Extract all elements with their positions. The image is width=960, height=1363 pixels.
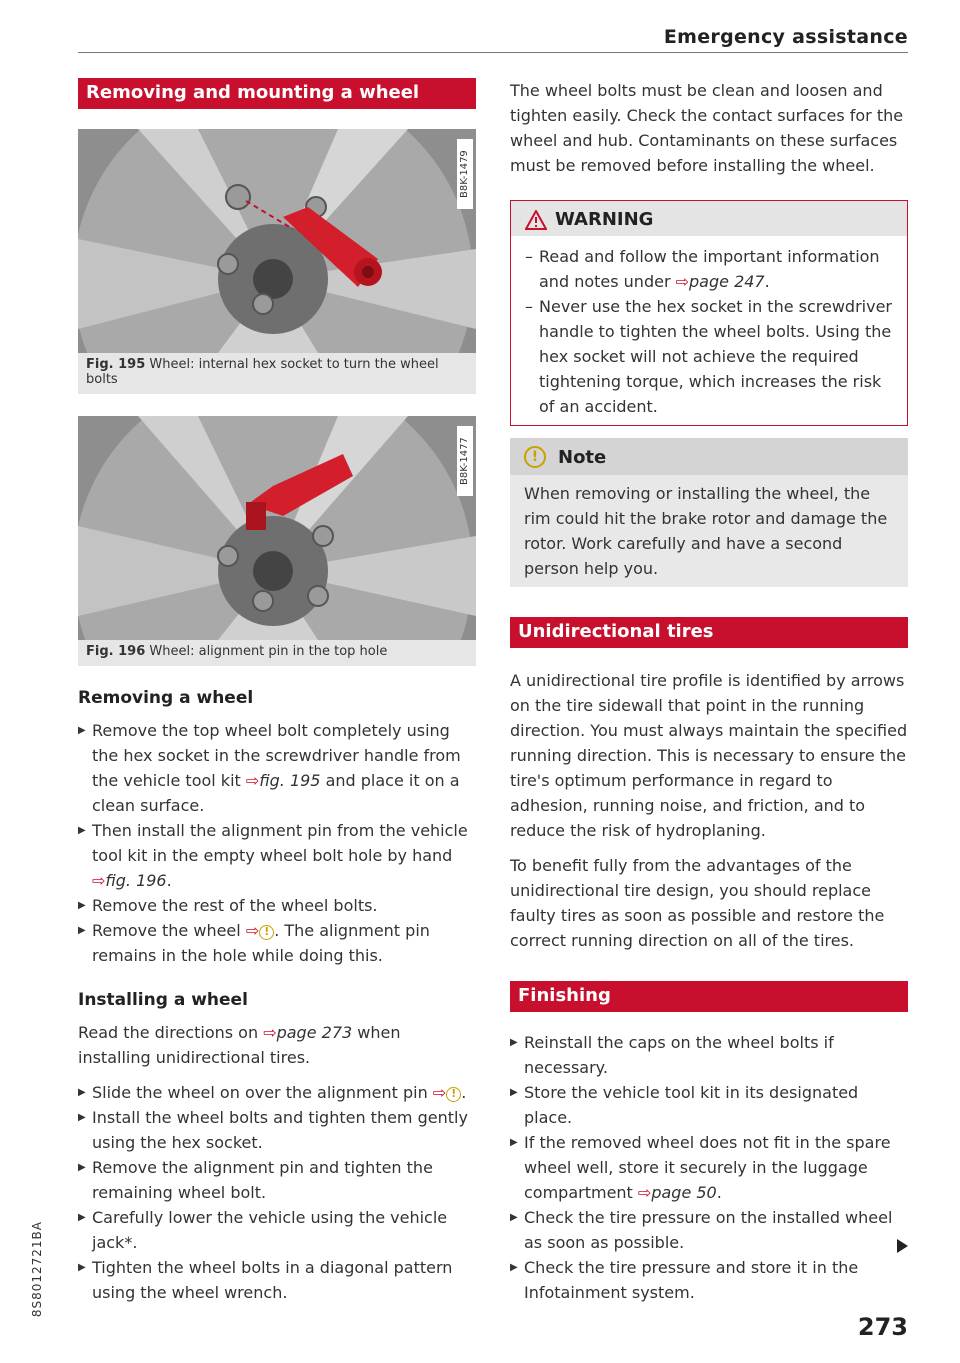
- wheel-hex-socket-illustration: [78, 129, 476, 353]
- arrow-icon: ⇨: [245, 921, 260, 940]
- right-column: [510, 78, 908, 1305]
- unidirectional-paragraph-2: To benefit fully from the advantages of the unidirectional tire design, you should replace faulty tires as soon as possible and restore the correct running direction on all of the tires.: [510, 856, 885, 950]
- figure-196-caption: [78, 640, 476, 666]
- warning-item-2: – Never use the hex socket in the screwdriver handle to tighten the wheel bolts. Using the hex socket will not achieve the required tightening torque, which increases the risk of an accident.: [525, 294, 893, 419]
- finishing-step-5: ▶ Check the tire pressure and store it in the Infotainment system.: [510, 1255, 908, 1305]
- header-divider: [78, 52, 908, 53]
- finishing-step-1: ▶ Reinstall the caps on the wheel bolts if necessary.: [510, 1030, 908, 1080]
- removing-step-4: ▶ Remove the wheel ⇨ ! . The alignment pin remains in the hole while doing this.: [78, 918, 476, 968]
- figure-195-code: B8K-1479: [457, 139, 473, 209]
- figure-196: [78, 416, 476, 640]
- arrow-icon: ⇨: [432, 1083, 447, 1102]
- wheel-bolts-intro: The wheel bolts must be clean and loosen and tighten easily. Check the contact surfaces for the wheel and hub. Contaminants on these surfaces must be removed before installing the wheel.: [510, 81, 904, 175]
- figure-196-caption-text: Wheel: alignment pin in the top hole: [149, 644, 388, 659]
- link-page-247[interactable]: page 247: [689, 272, 765, 291]
- figure-196-code: B8K-1477: [457, 426, 473, 496]
- installing-step-3: ▶ Remove the alignment pin and tighten the remaining wheel bolt.: [78, 1155, 476, 1205]
- unidirectional-paragraph-1: A unidirectional tire profile is identified by arrows on the tire sidewall that point in the running direction. You must always maintain the specified running direction. This is necessary to ensure the tire's optimum performance in regard to adhesion, running noise, and friction, and to reduce the risk of hydroplaning.: [510, 671, 908, 840]
- section-title-unidirectional: Unidirectional tires: [510, 617, 908, 648]
- section-title-finishing: Finishing: [510, 981, 908, 1012]
- installing-step-4: ▶ Carefully lower the vehicle using the vehicle jack*.: [78, 1205, 476, 1255]
- figure-195-caption: [78, 353, 476, 394]
- heading-installing-wheel: Installing a wheel: [78, 990, 248, 1010]
- page-header-title: Emergency assistance: [663, 26, 908, 48]
- warning-header: [511, 201, 907, 236]
- arrow-icon: ⇨: [92, 871, 106, 890]
- link-page-273[interactable]: page 273: [276, 1023, 353, 1042]
- warning-box: [510, 200, 908, 426]
- link-page-50[interactable]: page 50: [651, 1183, 717, 1202]
- link-fig-195[interactable]: fig. 195: [259, 771, 321, 790]
- section-title-removing-mounting: Removing and mounting a wheel: [78, 78, 476, 109]
- removing-step-2: ▶ Then install the alignment pin from the vehicle tool kit in the empty wheel bolt hole by hand ⇨fig. 196.: [78, 818, 476, 893]
- installing-steps: [78, 1080, 476, 1305]
- arrow-icon: ⇨: [263, 1023, 277, 1042]
- warning-list: [511, 236, 907, 425]
- document-code: 8S8012721BA: [30, 1220, 44, 1317]
- wheel-alignment-pin-illustration: [78, 416, 476, 640]
- continue-arrow-icon: [897, 1239, 908, 1253]
- warning-item-1: – Read and follow the important information and notes under ⇨page 247.: [525, 244, 893, 294]
- warning-title: WARNING: [555, 209, 654, 230]
- arrow-icon: ⇨: [637, 1183, 652, 1202]
- figure-195-caption-text: Wheel: internal hex socket to turn the wheel bolts: [86, 357, 439, 387]
- installing-step-5: ▶ Tighten the wheel bolts in a diagonal pattern using the wheel wrench.: [78, 1255, 476, 1305]
- removing-step-1: ▶ Remove the top wheel bolt completely using the hex socket in the screwdriver handle from the vehicle tool kit ⇨fig. 195 and place it on a clean surface.: [78, 718, 476, 818]
- finishing-step-3: ▶ If the removed wheel does not fit in the spare wheel well, store it securely in the luggage compartment ⇨page 50.: [510, 1130, 908, 1205]
- arrow-icon: ⇨: [245, 771, 260, 790]
- finishing-step-4: ▶ Check the tire pressure on the installed wheel as soon as possible.: [510, 1205, 908, 1255]
- removing-steps: [78, 718, 476, 968]
- left-column: [78, 78, 476, 1305]
- note-box: [510, 438, 908, 587]
- installing-intro: Read the directions on ⇨page 273 when installing unidirectional tires.: [78, 1023, 401, 1067]
- arrow-icon: ⇨: [675, 272, 690, 291]
- note-header: [510, 438, 908, 475]
- figure-195: [78, 129, 476, 353]
- note-reference-icon[interactable]: !: [446, 1087, 461, 1102]
- note-reference-icon[interactable]: !: [259, 925, 274, 940]
- finishing-steps: [510, 1030, 908, 1305]
- note-title: Note: [558, 446, 607, 468]
- installing-step-2: ▶ Install the wheel bolts and tighten them gently using the hex socket.: [78, 1105, 476, 1155]
- finishing-step-2: ▶ Store the vehicle tool kit in its designated place.: [510, 1080, 908, 1130]
- removing-step-3: ▶ Remove the rest of the wheel bolts.: [78, 893, 476, 918]
- installing-step-1: ▶ Slide the wheel on over the alignment pin ⇨ ! .: [78, 1080, 476, 1105]
- warning-triangle-icon: [525, 210, 547, 230]
- heading-removing-wheel: Removing a wheel: [78, 688, 254, 708]
- note-body: When removing or installing the wheel, the rim could hit the brake rotor and damage the rotor. Work carefully and have a second person help you.: [524, 484, 888, 578]
- link-fig-196[interactable]: fig. 196: [105, 871, 167, 890]
- note-exclamation-icon: !: [524, 446, 546, 468]
- figure-195-label: Fig. 195: [86, 357, 146, 372]
- figure-196-label: Fig. 196: [86, 644, 146, 659]
- page-number: 273: [857, 1313, 908, 1341]
